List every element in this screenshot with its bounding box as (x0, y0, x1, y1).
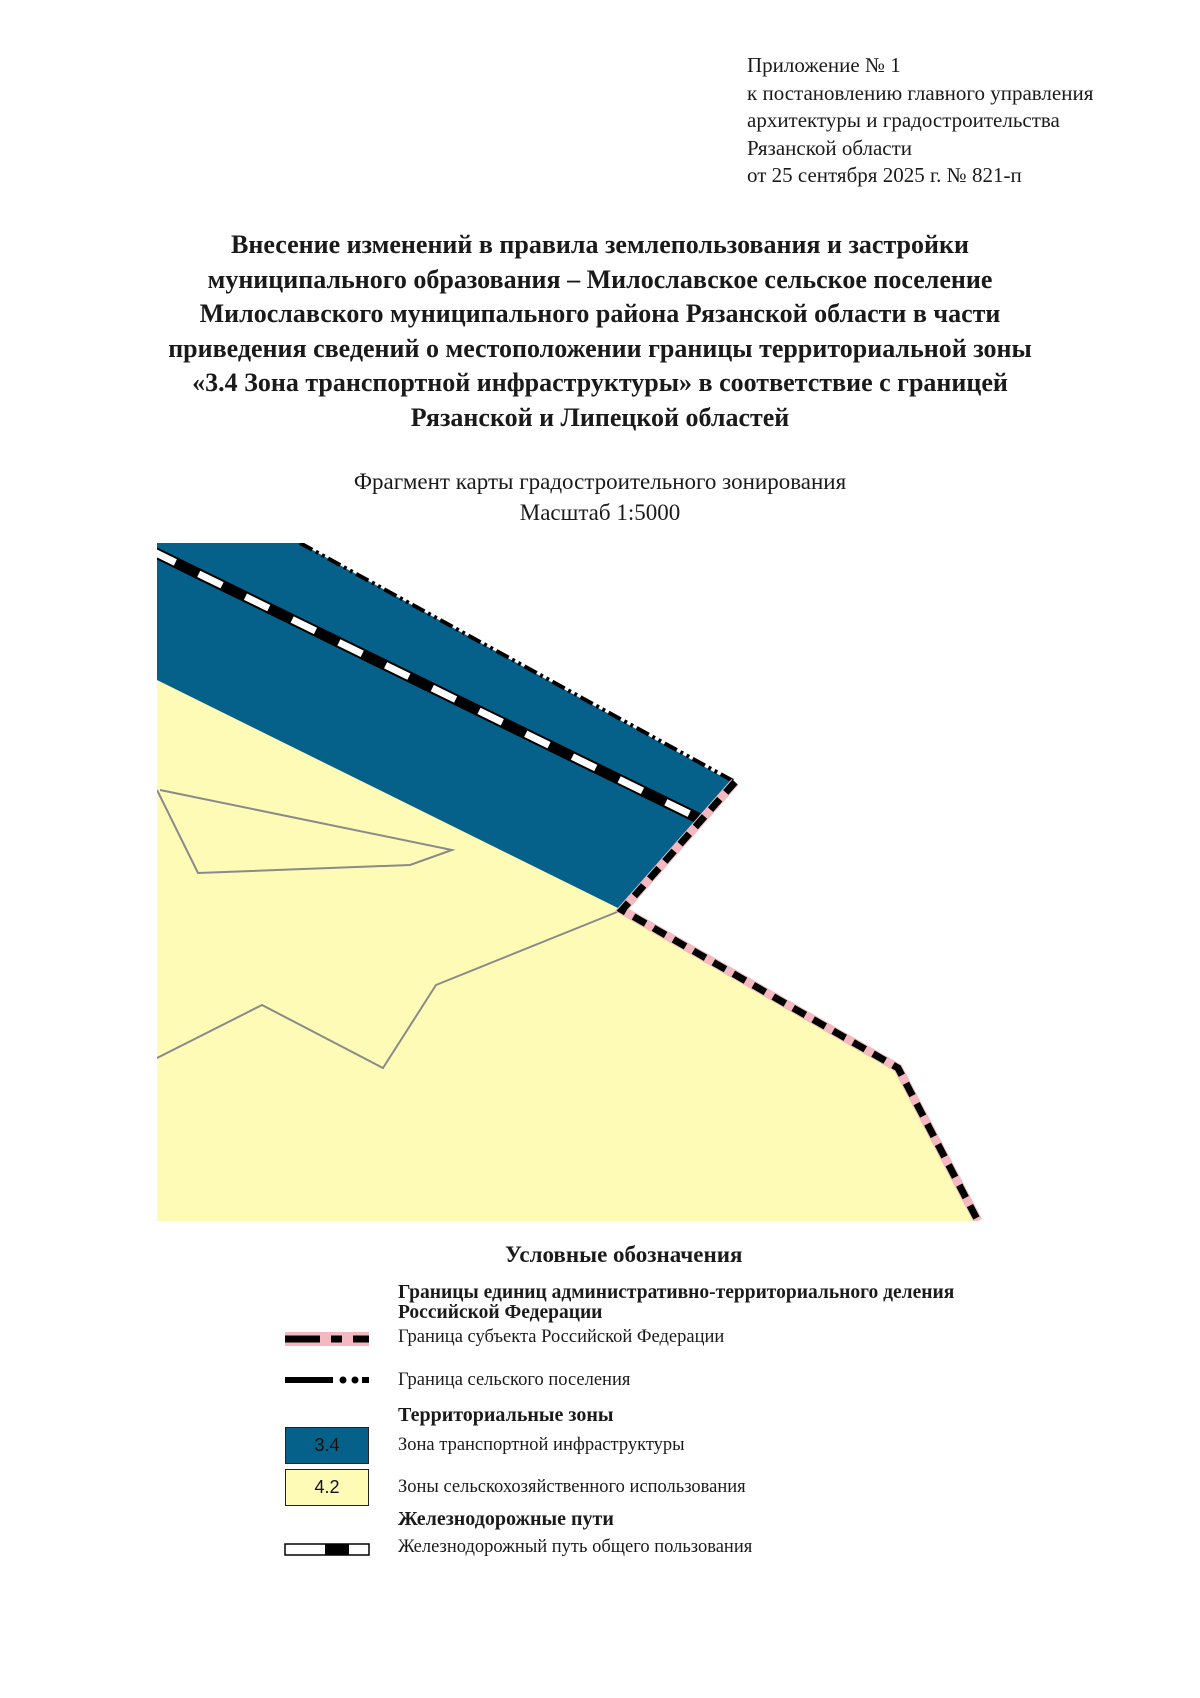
map-fragment-caption: Фрагмент карты градостроительного зонирования (353, 469, 847, 494)
appendix-line: от 25 сентября 2025 г. № 821-п (747, 163, 1022, 187)
appendix-line: архитектуры и градостроительства (747, 108, 1060, 132)
appendix-line: к постановлению главного управления (747, 80, 1094, 105)
legend-zone-3-4-code: 3.4 (314, 1435, 340, 1455)
legend-title: Условные обозначения (505, 1242, 743, 1267)
title-line: Рязанской и Липецкой областей (410, 402, 790, 432)
legend-admin-heading: Границы единиц административно-территориального деления Российской Федерации (398, 1282, 955, 1323)
title-line: муниципального образования – Милославское сельское поселение (207, 264, 993, 294)
legend-zone-4-2-label: Зоны сельскохозяйственного использования (398, 1477, 746, 1497)
legend-rail-heading: Железнодорожные пути (398, 1508, 614, 1530)
legend-zone-4-2-swatch (285, 1469, 369, 1506)
appendix-line: Рязанской области (747, 135, 913, 160)
legend-zone-4-2-code: 4.2 (314, 1477, 340, 1497)
legend-zones-heading: Территориальные зоны (398, 1404, 614, 1426)
title-line: Внесение изменений в правила землепользования и застройки (231, 230, 969, 259)
map-scale: Масштаб 1:5000 (519, 500, 681, 525)
legend-symbol-subject-border (285, 1332, 369, 1346)
legend-zone-3-4-label: Зона транспортной инфраструктуры (398, 1435, 685, 1455)
title-line: «3.4 Зона транспортной инфраструктуры» в соответствие с границей (192, 368, 1008, 397)
legend-symbol-railway (285, 1544, 369, 1555)
legend-rail-label: Железнодорожный путь общего пользования (398, 1537, 753, 1557)
legend-settlement-border-label: Граница сельского поселения (398, 1370, 631, 1390)
legend-zone-3-4-swatch (285, 1427, 369, 1464)
legend-symbol-settlement-border (285, 1377, 369, 1384)
map-frame (152, 543, 978, 1221)
appendix-line: Приложение № 1 (747, 53, 901, 77)
title-line: Милославского муниципального района Рязанской области в части (199, 299, 1001, 328)
legend-subject-border-label: Граница субъекта Российской Федерации (398, 1327, 725, 1347)
title-line: приведения сведений о местоположении границы территориальной зоны (168, 333, 1032, 363)
